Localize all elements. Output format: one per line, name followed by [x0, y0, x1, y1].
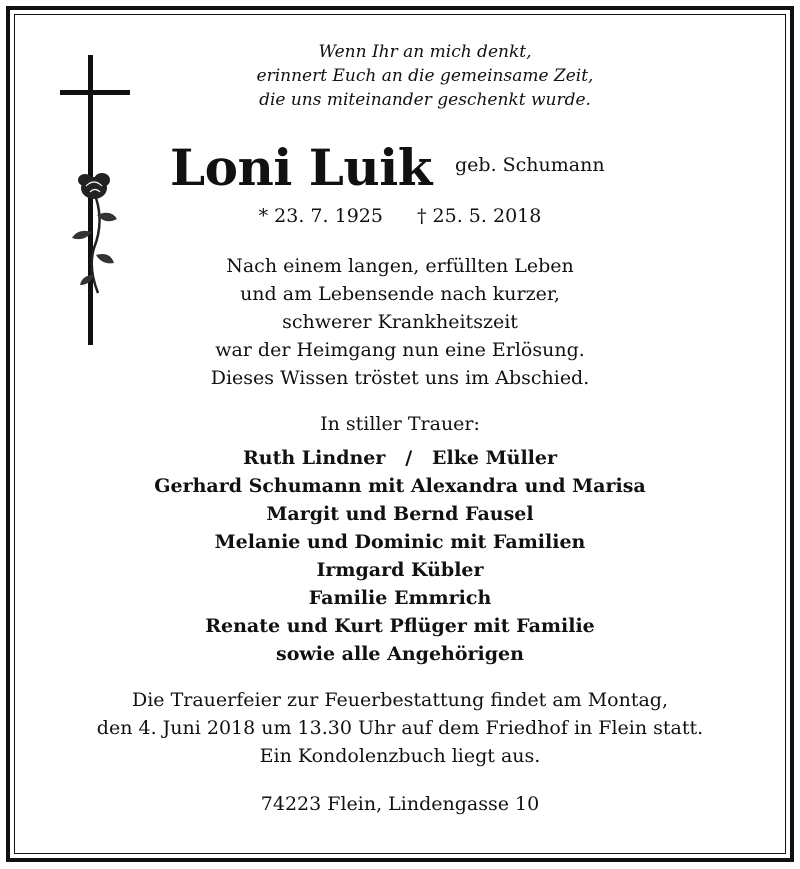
message-text: [0, 252, 800, 392]
mourning-label-text: In stiller Trauer:: [320, 413, 480, 435]
poem-line: die uns miteinander geschenkt wurde.: [259, 90, 591, 110]
ceremony-line: Die Trauerfeier zur Feuerbestattung findet am Montag,: [131, 689, 669, 711]
mourner-line: Margit und Bernd Fausel: [266, 503, 534, 525]
mourner-line: Gerhard Schumann mit Alexandra und Marisa: [154, 475, 646, 497]
memorial-poem: [200, 40, 650, 112]
address-text: 74223 Flein, Lindengasse 10: [260, 793, 540, 815]
deceased-name: Loni Luik: [170, 138, 432, 197]
ceremony-line: den 4. Juni 2018 um 13.30 Uhr auf dem Friedhof in Flein statt.: [96, 717, 704, 739]
mourner-line: sowie alle Angehörigen: [276, 643, 524, 665]
mourners-list: [0, 444, 800, 668]
mourner-line: Renate und Kurt Pflüger mit Familie: [205, 615, 595, 637]
deceased-name-row: [170, 138, 605, 197]
life-dates: [0, 205, 800, 227]
mourning-label: [0, 410, 800, 438]
message-line: und am Lebensende nach kurzer,: [240, 283, 560, 305]
mourner-line: Melanie und Dominic mit Familien: [214, 531, 586, 553]
ceremony-line: Ein Kondolenzbuch liegt aus.: [259, 745, 541, 767]
birth-name: geb. Schumann: [455, 154, 605, 176]
message-line: war der Heimgang nun eine Erlösung.: [215, 339, 585, 361]
mourner-line: Familie Emmrich: [308, 587, 492, 609]
mourner-line: Ruth Lindner / Elke Müller: [243, 447, 557, 469]
poem-line: Wenn Ihr an mich denkt,: [318, 42, 532, 62]
poem-line: erinnert Euch an die gemeinsame Zeit,: [256, 66, 594, 86]
message-line: schwerer Krankheitszeit: [282, 311, 518, 333]
message-line: Nach einem langen, erfüllten Leben: [226, 255, 574, 277]
message-line: Dieses Wissen tröstet uns im Abschied.: [210, 367, 590, 389]
death-date: † 25. 5. 2018: [417, 205, 542, 227]
birth-date: * 23. 7. 1925: [258, 205, 383, 227]
address: [0, 790, 800, 818]
mourner-line: Irmgard Kübler: [316, 559, 484, 581]
ceremony-info: [0, 686, 800, 770]
